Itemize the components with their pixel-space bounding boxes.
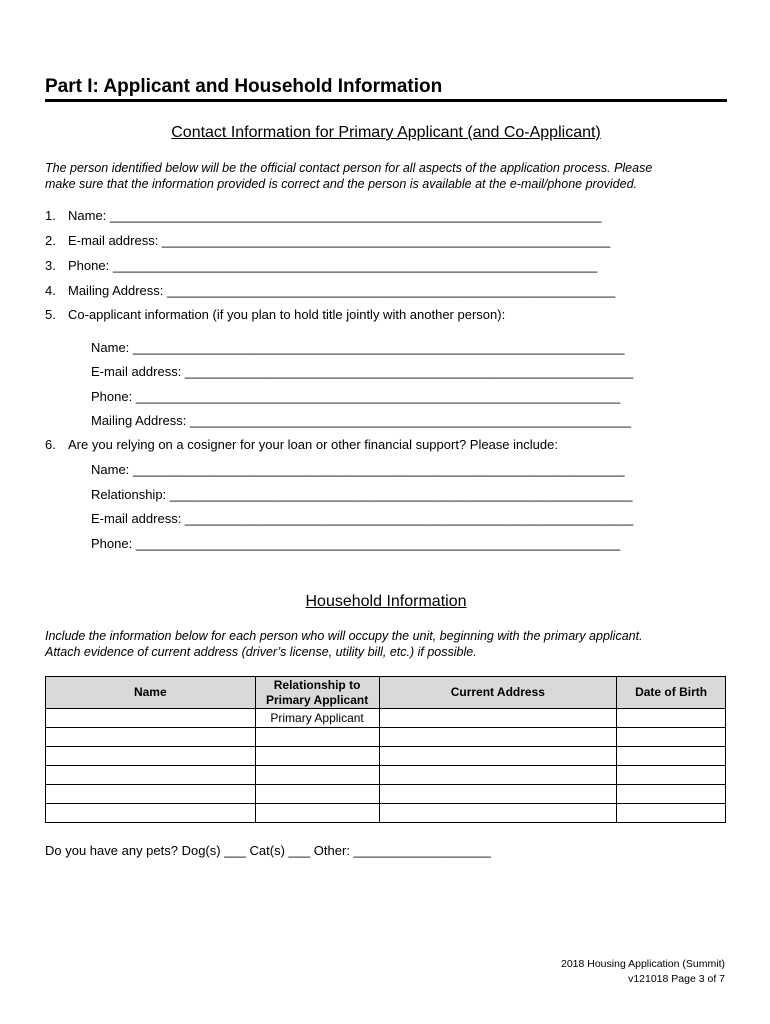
item-text: Name: ____________________________________________________________________ xyxy=(68,208,602,223)
table-row xyxy=(46,709,726,728)
contact-section-heading: Contact Information for Primary Applicant (and Co-Applicant) xyxy=(171,124,601,141)
footer-title: 2018 Housing Application (Summit) xyxy=(560,958,725,970)
item-text: Co-applicant information (if you plan to hold title jointly with another person): xyxy=(68,307,506,322)
email-field[interactable] xyxy=(45,233,610,248)
date-of-birth-cell[interactable] xyxy=(617,766,726,785)
table-row xyxy=(46,728,726,747)
column-header-date-of-birth: Date of Birth xyxy=(617,677,726,709)
cosigner-label xyxy=(45,437,558,452)
item-text: E-mail address: ______________________________________________________________ xyxy=(68,233,611,248)
current-address-cell[interactable] xyxy=(379,785,617,804)
household-section-heading: Household Information xyxy=(305,593,467,610)
date-of-birth-cell[interactable] xyxy=(617,728,726,747)
relationship-cell[interactable] xyxy=(255,747,379,766)
current-address-cell[interactable] xyxy=(379,728,617,747)
household-table xyxy=(45,676,726,823)
column-header-current-address: Current Address xyxy=(379,677,617,709)
mailing-address-field[interactable] xyxy=(45,283,615,298)
column-header-name: Name xyxy=(46,677,256,709)
cosigner-relationship-field[interactable]: Relationship: ________________________________________________________________ xyxy=(91,487,633,502)
cosigner-phone-field[interactable]: Phone: ___________________________________________________________________ xyxy=(91,536,621,551)
coapplicant-email-field[interactable]: E-mail address: ______________________________________________________________ xyxy=(91,364,634,379)
current-address-cell[interactable] xyxy=(379,804,617,823)
relationship-cell[interactable] xyxy=(255,804,379,823)
household-intro-line-2: Attach evidence of current address (driver’s license, utility bill, etc.) if possible. xyxy=(45,645,477,659)
date-of-birth-cell[interactable] xyxy=(617,804,726,823)
current-address-cell[interactable] xyxy=(379,766,617,785)
phone-field[interactable] xyxy=(45,258,597,273)
item-text: Phone: ___________________________________________________________________ xyxy=(68,258,598,273)
household-intro-line-1: Include the information below for each person who will occupy the unit, beginning with the primary applicant. xyxy=(45,629,643,643)
name-cell[interactable] xyxy=(46,709,256,728)
relationship-cell: Primary Applicant xyxy=(255,709,379,728)
item-text: Mailing Address: ______________________________________________________________ xyxy=(68,283,616,298)
item-number: 6. xyxy=(45,437,56,452)
current-address-cell[interactable] xyxy=(379,709,617,728)
pets-question[interactable]: Do you have any pets? Dog(s) ___ Cat(s) ___ Other: ___________________ xyxy=(45,843,491,858)
item-number: 1. xyxy=(45,208,56,223)
coapplicant-name-field[interactable]: Name: ____________________________________________________________________ xyxy=(91,340,625,355)
item-number: 5. xyxy=(45,307,56,322)
relationship-cell[interactable] xyxy=(255,785,379,804)
table-header-row xyxy=(46,677,726,709)
date-of-birth-cell[interactable] xyxy=(617,747,726,766)
relationship-cell[interactable] xyxy=(255,728,379,747)
name-cell[interactable] xyxy=(46,747,256,766)
table-row xyxy=(46,804,726,823)
relationship-cell[interactable] xyxy=(255,766,379,785)
item-number: 3. xyxy=(45,258,56,273)
footer-page-number: v121018 Page 3 of 7 xyxy=(628,973,725,985)
name-cell[interactable] xyxy=(46,785,256,804)
item-text: Are you relying on a cosigner for your loan or other financial support? Please include: xyxy=(68,437,558,452)
name-field[interactable] xyxy=(45,208,602,223)
part-title: Part I: Applicant and Household Information xyxy=(45,76,727,102)
column-header-relationship: Relationship to Primary Applicant xyxy=(255,677,379,709)
household-intro xyxy=(45,628,735,660)
date-of-birth-cell[interactable] xyxy=(617,785,726,804)
coapplicant-phone-field[interactable]: Phone: ___________________________________________________________________ xyxy=(91,389,621,404)
table-row xyxy=(46,785,726,804)
name-cell[interactable] xyxy=(46,804,256,823)
name-cell[interactable] xyxy=(46,766,256,785)
name-cell[interactable] xyxy=(46,728,256,747)
contact-intro-line-1: The person identified below will be the official contact person for all aspects of the application process. Please xyxy=(45,161,653,175)
contact-intro xyxy=(45,160,735,192)
contact-intro-line-2: make sure that the information provided is correct and the person is available at the e-mail/phone provided. xyxy=(45,177,637,191)
table-row xyxy=(46,766,726,785)
table-row xyxy=(46,747,726,766)
cosigner-name-field[interactable]: Name: ____________________________________________________________________ xyxy=(91,462,625,477)
coapplicant-mailing-address-field[interactable]: Mailing Address: _____________________________________________________________ xyxy=(91,413,632,428)
item-number: 2. xyxy=(45,233,56,248)
cosigner-email-field[interactable]: E-mail address: ______________________________________________________________ xyxy=(91,511,634,526)
item-number: 4. xyxy=(45,283,56,298)
current-address-cell[interactable] xyxy=(379,747,617,766)
date-of-birth-cell[interactable] xyxy=(617,709,726,728)
coapplicant-label xyxy=(45,307,505,322)
